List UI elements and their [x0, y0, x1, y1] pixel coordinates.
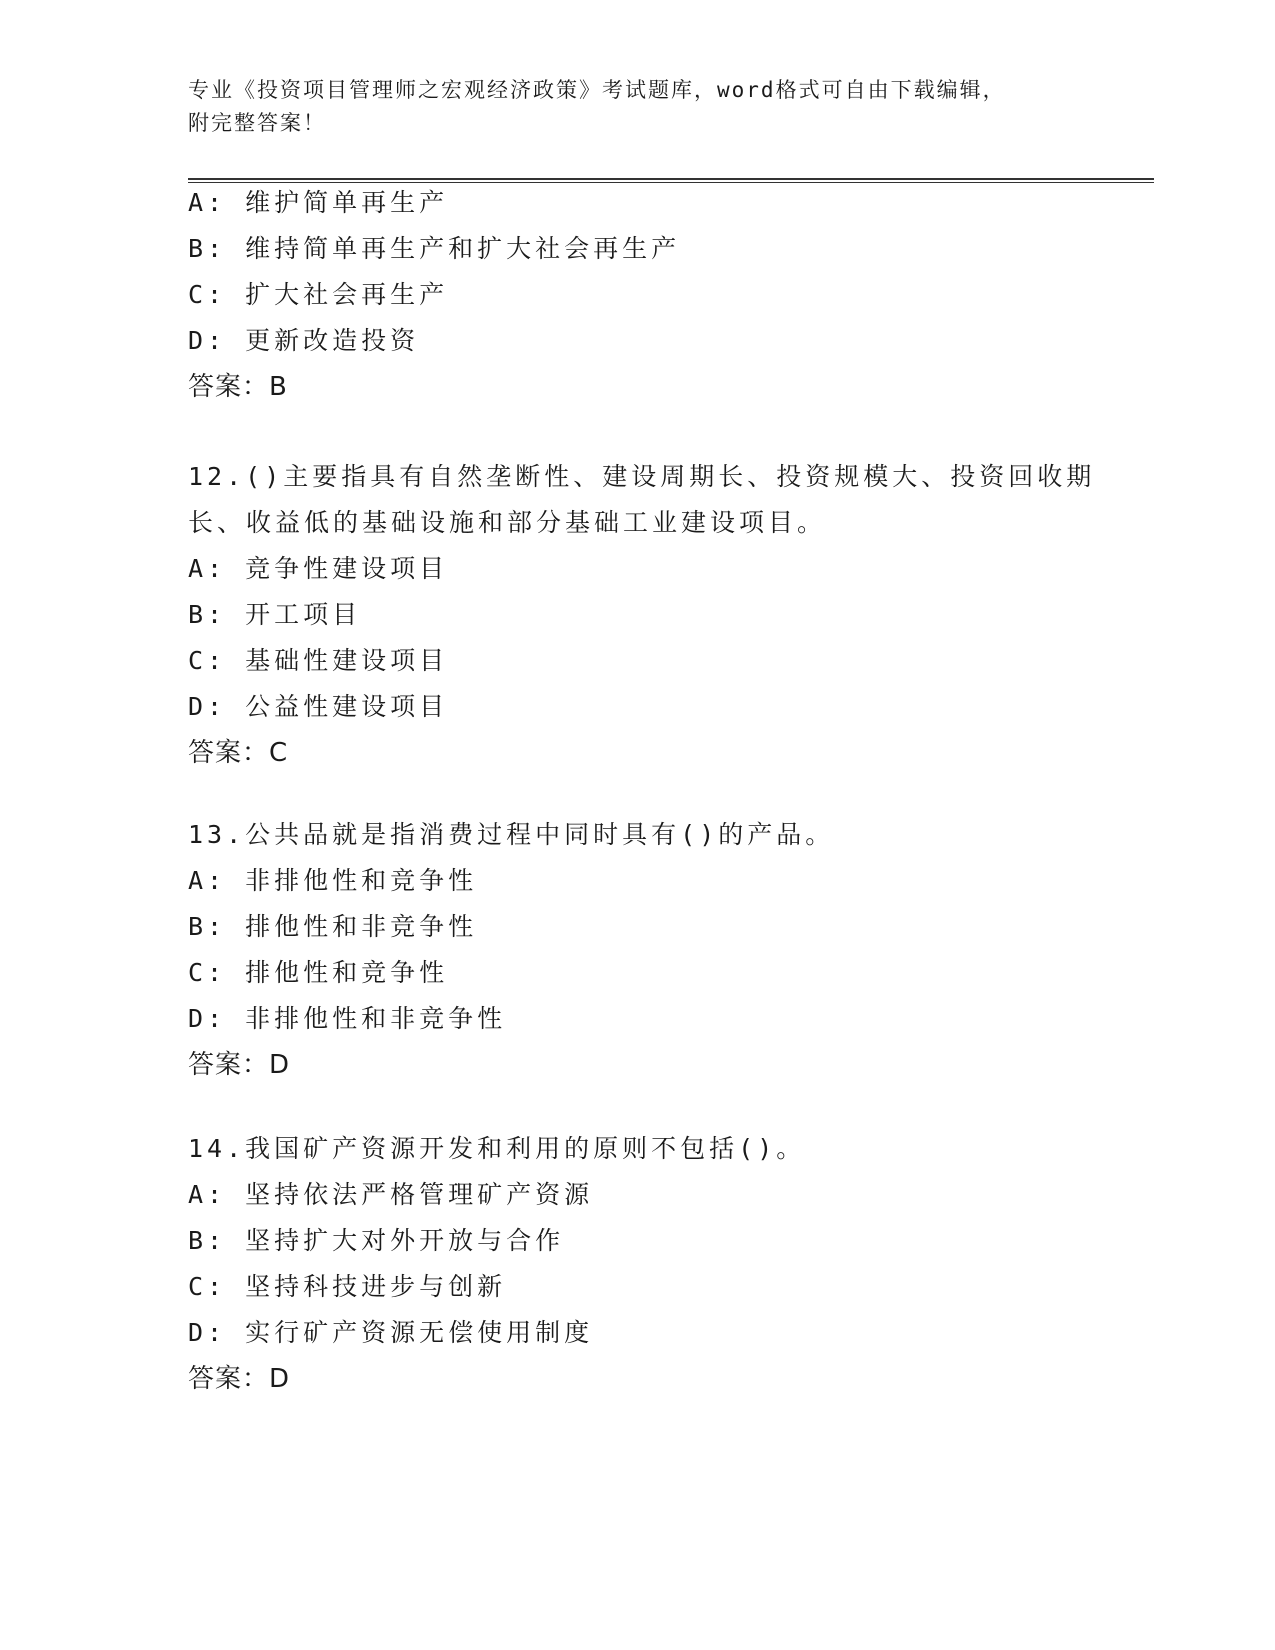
header-line-1: 专业《投资项目管理师之宏观经济政策》考试题库，word格式可自由下载编辑，	[188, 78, 1006, 102]
option-a: A: 坚持依法严格管理矿产资源	[188, 1180, 594, 1209]
option-b: B: 排他性和非竞争性	[188, 912, 478, 941]
answer-label: 答案：D	[188, 1364, 291, 1394]
option-d: D: 公益性建设项目	[188, 692, 449, 721]
question-14	[188, 1126, 1128, 1402]
option-c: C: 扩大社会再生产	[188, 280, 449, 309]
option-d: D: 实行矿产资源无偿使用制度	[188, 1318, 594, 1347]
question-12	[188, 454, 1128, 776]
option-c: C: 坚持科技进步与创新	[188, 1272, 507, 1301]
question-text: 13.公共品就是指消费过程中同时具有()的产品。	[188, 820, 835, 849]
option-a: A: 维护简单再生产	[188, 188, 449, 217]
question-11	[188, 180, 1128, 410]
option-d: D: 更新改造投资	[188, 326, 420, 355]
answer-label: 答案：B	[188, 372, 288, 402]
answer-label: 答案：D	[188, 1050, 291, 1080]
option-b: B: 坚持扩大对外开放与合作	[188, 1226, 565, 1255]
option-a: A: 竞争性建设项目	[188, 554, 449, 583]
option-a: A: 非排他性和竞争性	[188, 866, 478, 895]
option-d: D: 非排他性和非竞争性	[188, 1004, 507, 1033]
option-c: C: 排他性和竞争性	[188, 958, 449, 987]
question-13	[188, 812, 1128, 1088]
question-text: 12.()主要指具有自然垄断性、建设周期长、投资规模大、投资回收期长、收益低的基础设施和部分基础工业建设项目。	[188, 462, 1096, 537]
option-c: C: 基础性建设项目	[188, 646, 449, 675]
option-b: B: 开工项目	[188, 600, 362, 629]
option-b: B: 维持简单再生产和扩大社会再生产	[188, 234, 681, 263]
question-text: 14.我国矿产资源开发和利用的原则不包括()。	[188, 1134, 806, 1163]
answer-label: 答案：C	[188, 738, 289, 768]
document-header	[188, 74, 1088, 140]
header-line-2: 附完整答案！	[188, 111, 326, 135]
